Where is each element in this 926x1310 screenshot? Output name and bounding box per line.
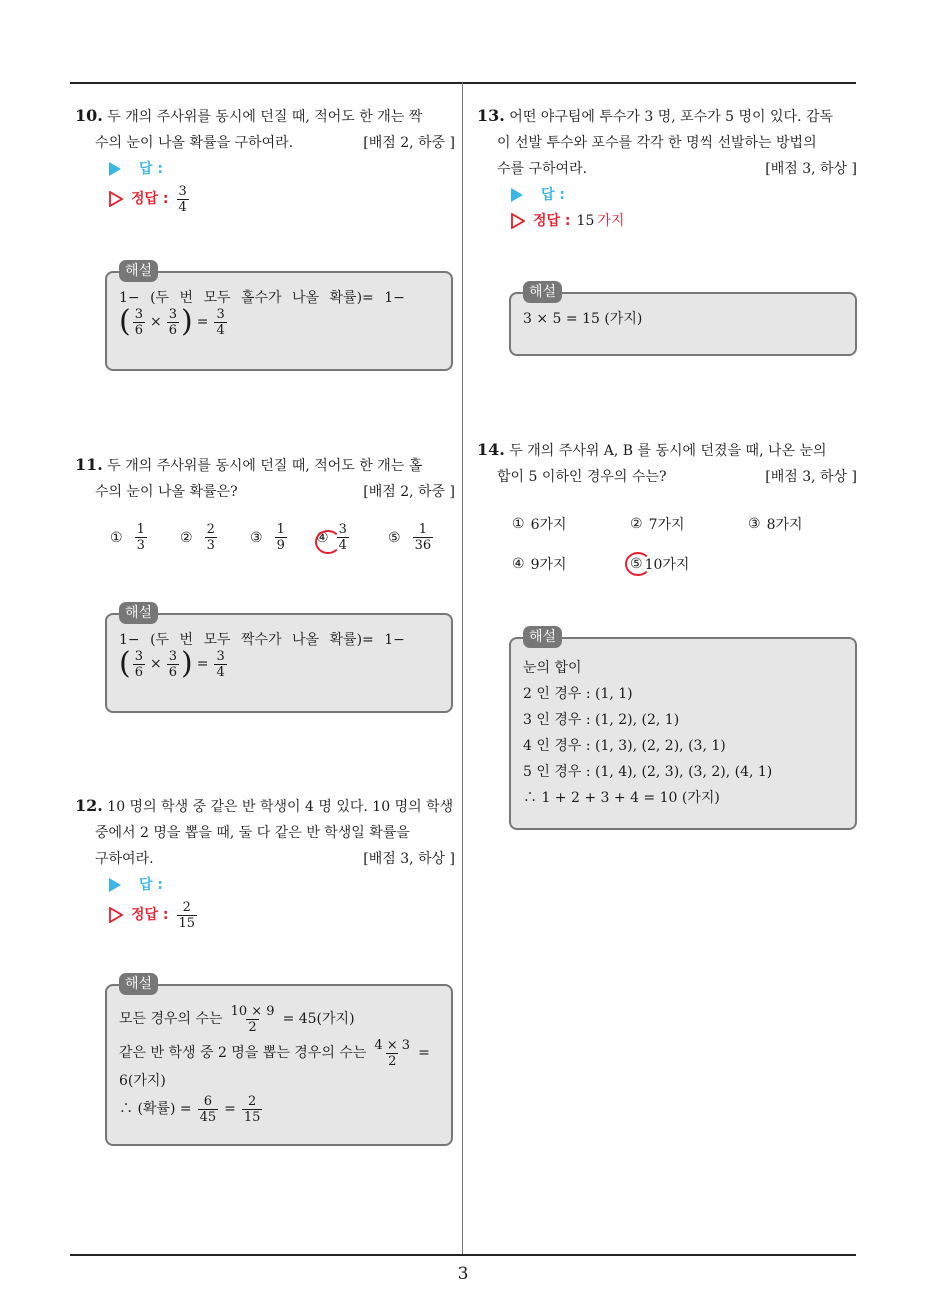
play-icon — [109, 162, 121, 176]
problem-text: 수의 눈이 나올 확률은? — [95, 484, 238, 500]
solution-tag: 해설 — [119, 602, 158, 624]
solution-box-10 — [105, 263, 453, 371]
answer-row — [477, 182, 857, 208]
solution-tag: 해설 — [119, 260, 158, 282]
solution-box-14 — [509, 629, 857, 830]
problem-text: 두 개의 주사위를 동시에 던질 때, 적어도 한 개는 짝 — [107, 109, 423, 125]
choice-1[interactable]: ① 6가지 — [512, 516, 567, 533]
problem-text: 두 개의 주사위 A, B 를 동시에 던졌을 때, 나온 눈의 — [509, 443, 827, 459]
problem-text: 수를 구하여라. — [497, 161, 588, 177]
solution-box-13 — [509, 284, 857, 356]
choice-3[interactable]: ③ $\frac{1}{9}$ — [250, 522, 285, 553]
play-outline-icon — [109, 191, 123, 207]
top-rule — [70, 82, 856, 84]
correct-fraction: $\frac{2}{15}$ — [178, 899, 196, 931]
choice-2[interactable]: ② 7가지 — [630, 516, 685, 533]
choice-list-14-row1 — [512, 514, 866, 534]
problem-number: 12. — [75, 796, 103, 815]
answer-label: 답 : — [139, 877, 163, 893]
solution-line: 3 × 5 = 15 (가지) — [523, 311, 643, 327]
problem-13 — [477, 103, 857, 234]
choice-3[interactable]: ③ 8가지 — [748, 516, 803, 533]
correct-answer-row — [75, 898, 455, 932]
solution-line: 눈의 합이 — [523, 660, 582, 676]
problem-text: 어떤 야구팀에 투수가 3 명, 포수가 5 명이 있다. 감독 — [509, 109, 834, 125]
correct-label: 정답 : — [533, 213, 571, 229]
choice-4[interactable]: ④ 9가지 — [512, 556, 567, 573]
solution-line: 4 인 경우 : (1, 3), (2, 2), (3, 1) — [523, 738, 726, 754]
problem-text: 중에서 2 명을 뽑을 때, 둘 다 같은 반 학생일 확률을 — [95, 825, 410, 841]
score-meta: [배점 3, 하상 ] — [363, 851, 455, 867]
score-meta: [배점 2, 하중 ] — [363, 484, 455, 500]
problem-number: 13. — [477, 106, 505, 125]
solution-box-12 — [105, 976, 453, 1146]
solution-line: 모든 경우의 수는 $\frac{10 \times 9}{2}$ = 45(가지) — [119, 1003, 355, 1035]
play-icon — [109, 878, 121, 892]
score-meta: [배점 2, 하중 ] — [363, 135, 455, 151]
problem-text: 두 개의 주사위를 동시에 던질 때, 적어도 한 개는 홀 — [107, 458, 423, 474]
play-outline-icon — [109, 907, 123, 923]
answer-label: 답 : — [541, 187, 565, 203]
play-icon — [511, 188, 523, 202]
problem-12 — [75, 793, 455, 932]
solution-tag: 해설 — [523, 281, 562, 303]
selected-mark-icon — [625, 552, 651, 576]
problem-text: 이 선발 투수와 포수를 각각 한 명씩 선발하는 방법의 — [497, 135, 817, 151]
choice-5[interactable]: ⑤ $\frac{1}{36}$ — [388, 522, 432, 553]
solution-box-11 — [105, 605, 453, 713]
solution-line: 1− (두 번 모두 홀수가 나올 확률)= 1− — [119, 290, 405, 306]
play-outline-icon — [511, 213, 525, 229]
answer-row — [75, 872, 455, 898]
problem-text: 구하여라. — [95, 851, 154, 867]
correct-value: 15 — [576, 213, 595, 229]
correct-unit: 가지 — [597, 213, 625, 229]
answer-label: 답 : — [139, 161, 163, 177]
problem-10 — [75, 103, 455, 216]
solution-line: 5 인 경우 : (1, 4), (2, 3), (3, 2), (4, 1) — [523, 764, 773, 780]
correct-fraction: $\frac{3}{4}$ — [178, 183, 187, 215]
solution-line: ∴ 1 + 2 + 3 + 4 = 10 (가지) — [523, 790, 720, 806]
correct-answer-row — [477, 208, 857, 234]
score-meta: [배점 3, 하상 ] — [765, 161, 857, 177]
solution-tag: 해설 — [523, 626, 562, 648]
solution-line: 6(가지) — [119, 1073, 166, 1089]
choice-list-11 — [110, 522, 458, 553]
correct-answer-row — [75, 182, 455, 216]
page-number: 3 — [457, 1264, 469, 1284]
choice-5[interactable]: ⑤ 10가지 — [630, 556, 690, 573]
problem-text: 10 명의 학생 중 같은 반 학생이 4 명 있다. 10 명의 학생 — [107, 799, 454, 815]
solution-line: ( $\frac{3}{6}$ × $\frac{3}{6}$ ) = $\frac{3}{4}$ — [119, 304, 225, 339]
choice-2[interactable]: ② $\frac{2}{3}$ — [180, 522, 215, 553]
correct-label: 정답 : — [131, 907, 169, 923]
solution-line: 2 인 경우 : (1, 1) — [523, 686, 633, 702]
problem-text: 합이 5 이하인 경우의 수는? — [497, 469, 667, 485]
problem-number: 11. — [75, 455, 103, 474]
choice-4[interactable]: ④ $\frac{3}{4}$ — [316, 522, 347, 553]
solution-line: 같은 반 학생 중 2 명을 뽑는 경우의 수는 $\frac{4 \times 3}{2}$ = — [119, 1037, 430, 1069]
solution-tag: 해설 — [119, 973, 158, 995]
selected-mark-icon — [315, 530, 341, 554]
solution-line: ( $\frac{3}{6}$ × $\frac{3}{6}$ ) = $\frac{3}{4}$ — [119, 646, 225, 681]
correct-label: 정답 : — [131, 191, 169, 207]
score-meta: [배점 3, 하상 ] — [765, 469, 857, 485]
problem-text: 수의 눈이 나올 확률을 구하여라. — [95, 135, 294, 151]
problem-14 — [477, 437, 857, 490]
problem-number: 14. — [477, 440, 505, 459]
problem-11 — [75, 452, 455, 505]
bottom-rule — [70, 1254, 856, 1256]
column-divider — [462, 82, 463, 1255]
choice-1[interactable]: ① $\frac{1}{3}$ — [110, 522, 145, 553]
problem-number: 10. — [75, 106, 103, 125]
solution-line: 3 인 경우 : (1, 2), (2, 1) — [523, 712, 680, 728]
answer-row — [75, 156, 455, 182]
solution-line: 1− (두 번 모두 짝수가 나올 확률)= 1− — [119, 632, 405, 648]
solution-line: ∴ (확률) = $\frac{6}{45}$ = $\frac{2}{15}$ — [119, 1093, 261, 1125]
